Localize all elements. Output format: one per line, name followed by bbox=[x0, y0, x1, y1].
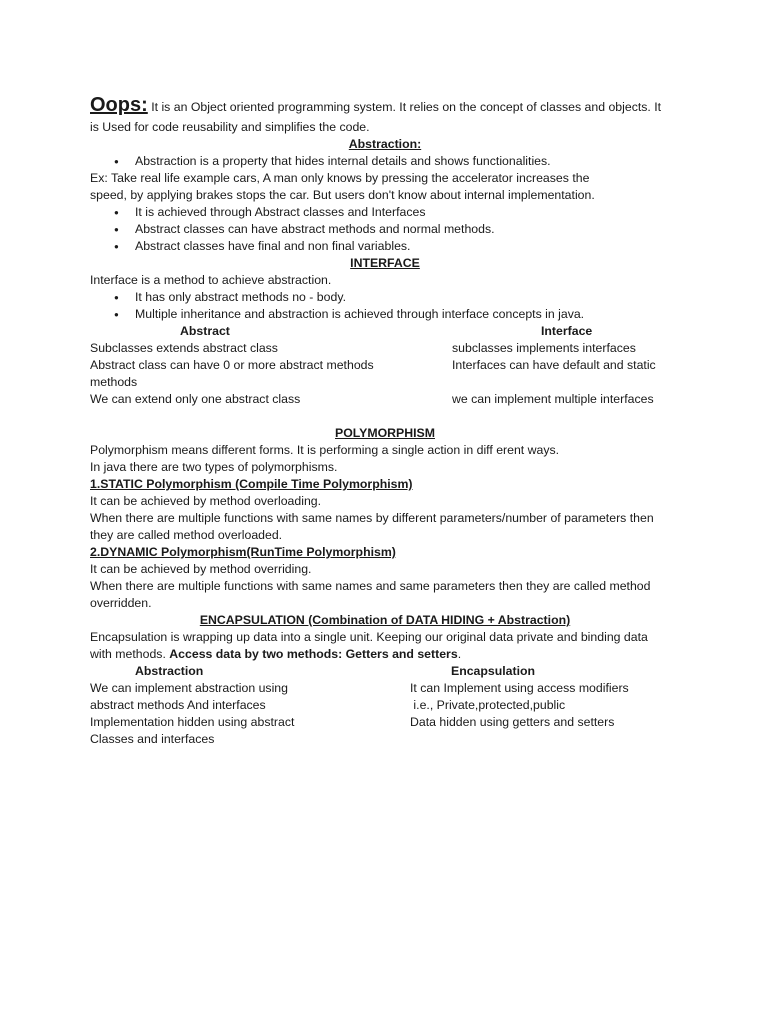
compare2-cell: abstract methods And interfaces bbox=[90, 698, 266, 712]
compare2-row bbox=[90, 714, 680, 731]
interface-list bbox=[90, 289, 680, 323]
dynamic-text-3: overridden. bbox=[90, 596, 152, 610]
abstraction-list-1 bbox=[90, 153, 680, 170]
encapsulation-heading: ENCAPSULATION (Combination of DATA HIDING + Abstraction) bbox=[199, 613, 571, 627]
compare1-cell: We can extend only one abstract class bbox=[90, 392, 301, 406]
list-item: ● Multiple inheritance and abstraction is achieved through interface concepts in java. bbox=[90, 306, 680, 323]
compare2-header-abstraction: Abstraction bbox=[135, 664, 204, 678]
static-text-3: they are called method overloaded. bbox=[90, 528, 283, 542]
encapsulation-text-1: Encapsulation is wrapping up data into a single unit. Keeping our original data private and binding data bbox=[90, 630, 648, 644]
compare2-header bbox=[90, 663, 680, 680]
compare1-cell: subclasses implements interfaces bbox=[452, 341, 636, 355]
example-line-2: speed, by applying brakes stops the car. But users don't know about internal implementation. bbox=[90, 188, 595, 202]
spacer bbox=[90, 408, 680, 425]
compare2-row bbox=[90, 697, 680, 714]
compare2-cell: Classes and interfaces bbox=[90, 732, 215, 746]
polymorphism-text-1: Polymorphism means different forms. It is performing a single action in diff erent ways. bbox=[90, 443, 560, 457]
encapsulation-text-2a: with methods. bbox=[90, 647, 170, 661]
list-item: ● It has only abstract methods no - body. bbox=[90, 289, 680, 306]
encapsulation-text-2c: . bbox=[457, 647, 462, 661]
compare1-row bbox=[90, 391, 680, 408]
encapsulation-text-2-bold: Access data by two methods: Getters and setters bbox=[169, 647, 458, 661]
compare1-header bbox=[90, 323, 680, 340]
intro-text-2: is Used for code reusability and simplifies the code. bbox=[90, 120, 370, 134]
polymorphism-heading: POLYMORPHISM bbox=[335, 426, 435, 440]
compare1-cell: Subclasses extends abstract class bbox=[90, 341, 278, 355]
compare2-cell: It can Implement using access modifiers bbox=[410, 681, 629, 695]
dynamic-text-2: When there are multiple functions with same names and same parameters then they are called method bbox=[90, 579, 651, 593]
compare1-cell: Abstract class can have 0 or more abstract methods bbox=[90, 358, 374, 372]
compare1-cell: we can implement multiple interfaces bbox=[452, 392, 654, 406]
abstraction-heading: Abstraction: bbox=[348, 137, 422, 151]
compare2-cell: Implementation hidden using abstract bbox=[90, 715, 295, 729]
interface-heading: INTERFACE bbox=[350, 256, 420, 270]
dynamic-polymorphism-heading: 2.DYNAMIC Polymorphism(RunTime Polymorphism) bbox=[90, 545, 396, 559]
static-text-1: It can be achieved by method overloading. bbox=[90, 494, 322, 508]
compare2-cell: Data hidden using getters and setters bbox=[410, 715, 615, 729]
compare1-row bbox=[90, 374, 680, 391]
dynamic-text-1: It can be achieved by method overriding. bbox=[90, 562, 312, 576]
compare1-row bbox=[90, 340, 680, 357]
compare2-cell: i.e., Private,protected,public bbox=[410, 698, 566, 712]
document-content bbox=[90, 93, 680, 748]
encapsulation-text-2 bbox=[90, 646, 680, 663]
abstraction-list-2 bbox=[90, 204, 680, 255]
interface-text: Interface is a method to achieve abstraction. bbox=[90, 273, 332, 287]
list-item: ● Abstraction is a property that hides internal details and shows functionalities. bbox=[90, 153, 680, 170]
compare1-cell: Interfaces can have default and static bbox=[452, 358, 656, 372]
compare2-row bbox=[90, 731, 680, 748]
static-text-2: When there are multiple functions with same names by different parameters/number of parameters then bbox=[90, 511, 654, 525]
compare1-header-abstract: Abstract bbox=[180, 324, 230, 338]
static-polymorphism-heading: 1.STATIC Polymorphism (Compile Time Polymorphism) bbox=[90, 477, 413, 491]
list-item: ● Abstract classes can have abstract methods and normal methods. bbox=[90, 221, 680, 238]
polymorphism-text-2: In java there are two types of polymorphisms. bbox=[90, 460, 338, 474]
intro-text: It is an Object oriented programming system. It relies on the concept of classes and objects. It bbox=[147, 100, 662, 114]
oops-title: Oops: bbox=[90, 94, 148, 116]
compare1-row bbox=[90, 357, 680, 374]
intro-line bbox=[90, 93, 680, 119]
compare1-cell: methods bbox=[90, 375, 138, 389]
list-item: ● Abstract classes have final and non final variables. bbox=[90, 238, 680, 255]
list-item: ● It is achieved through Abstract classes and Interfaces bbox=[90, 204, 680, 221]
compare2-row bbox=[90, 680, 680, 697]
compare1-header-interface: Interface bbox=[541, 324, 593, 338]
compare2-cell: We can implement abstraction using bbox=[90, 681, 288, 695]
example-line-1: Ex: Take real life example cars, A man only knows by pressing the accelerator increases the bbox=[90, 171, 590, 185]
compare2-header-encapsulation: Encapsulation bbox=[451, 664, 536, 678]
